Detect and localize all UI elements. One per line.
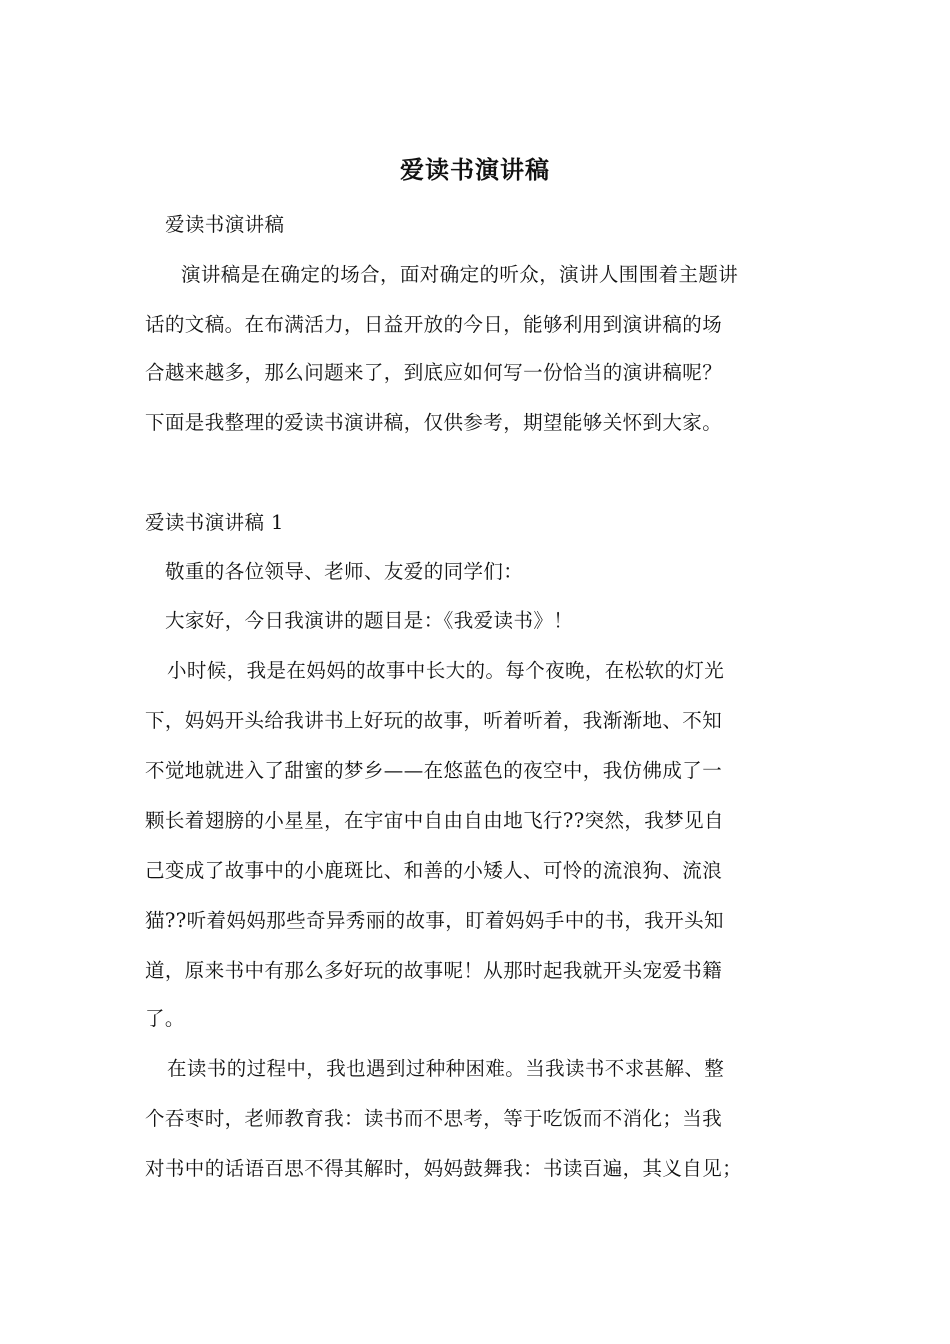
paragraph-line: 了。 [145, 1007, 185, 1030]
paragraph-line: 不觉地就进入了甜蜜的梦乡——在悠蓝色的夜空中，我仿佛成了一 [145, 759, 723, 782]
paragraph-line: 合越来越多，那么问题来了，到底应如何写一份恰当的演讲稿呢？ [145, 361, 723, 384]
paragraph-line: 道，原来书中有那么多好玩的故事呢！从那时起我就开头宠爱书籍 [145, 959, 723, 982]
paragraph-line: 猫??听着妈妈那些奇异秀丽的故事，盯着妈妈手中的书，我开头知 [145, 909, 724, 932]
paragraph-line: 小时候，我是在妈妈的故事中长大的。每个夜晚，在松软的灯光 [167, 659, 725, 682]
paragraph-line: 己变成了故事中的小鹿斑比、和善的小矮人、可怜的流浪狗、流浪 [145, 859, 723, 882]
paragraph-line: 下，妈妈开头给我讲书上好玩的故事，听着听着，我渐渐地、不知 [145, 709, 723, 732]
paragraph-line: 话的文稿。在布满活力，日益开放的今日，能够利用到演讲稿的场 [145, 313, 723, 336]
paragraph-line: 演讲稿是在确定的场合，面对确定的听众，演讲人围围着主题讲 [181, 263, 739, 286]
paragraph-line: 下面是我整理的爱读书演讲稿，仅供参考，期望能够关怀到大家。 [145, 411, 723, 434]
paragraph-line: 爱读书演讲稿 1 [145, 511, 284, 534]
paragraph-line: 敬重的各位领导、老师、友爱的同学们： [165, 560, 524, 583]
paragraph-line: 对书中的话语百思不得其解时，妈妈鼓舞我：书读百遍，其义自见； [145, 1157, 743, 1180]
paragraph-line: 爱读书演讲稿 [165, 213, 285, 236]
paragraph-line: 个吞枣时，老师教育我：读书而不思考，等于吃饭而不消化；当我 [145, 1107, 723, 1130]
paragraph-line: 颗长着翅膀的小星星，在宇宙中自由自由地飞行??突然，我梦见自 [145, 809, 724, 832]
paragraph-line: 在读书的过程中，我也遇到过种种困难。当我读书不求甚解、整 [167, 1057, 725, 1080]
paragraph-line: 大家好，今日我演讲的题目是：《我爱读书》！ [165, 609, 574, 632]
document-title: 爱读书演讲稿 [400, 155, 550, 184]
